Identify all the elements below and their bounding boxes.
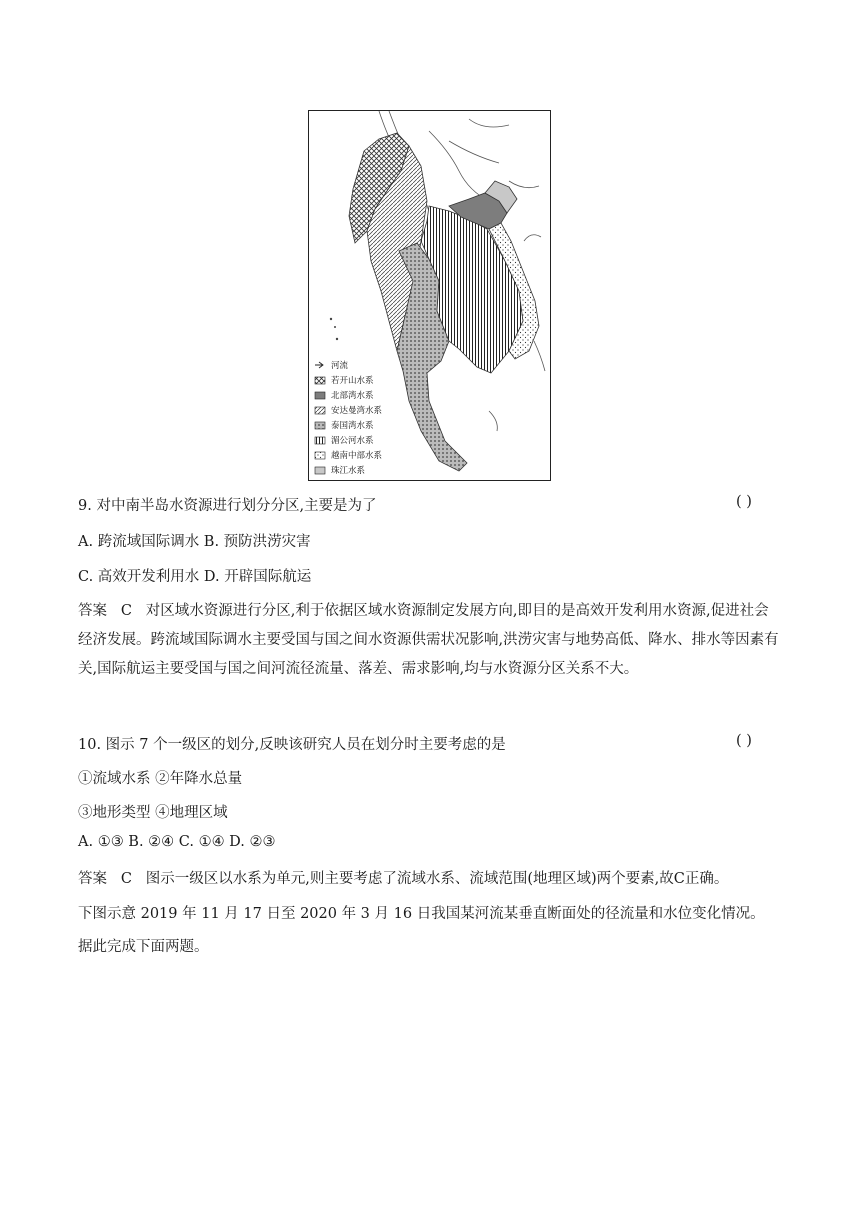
q9-stem: 9. 对中南半岛水资源进行划分分区,主要是为了 bbox=[78, 498, 377, 514]
q9-answer-paren: ( ) bbox=[736, 494, 752, 510]
map-legend bbox=[315, 360, 383, 476]
legend-label: 若开山水系 bbox=[331, 376, 374, 386]
q10-stem: 10. 图示 7 个一级区的划分,反映该研究人员在划分时主要考虑的是 bbox=[78, 737, 506, 753]
legend-river-icon bbox=[315, 362, 323, 368]
answer-explanation: 对区域水资源进行分区,利于依据区域水资源制定发展方向,即目的是高效开发利用水资源,促进社会经济发展。跨流域国际调水主要受国与国之间水资源供需状况影响,洪涝灾害与地势高低、降水、排水等因素有关,国际航运主要受国与国之间河流径流量、落差、需求影响,均与水资源分区关系不大。 bbox=[78, 603, 779, 677]
q9-answer-block bbox=[78, 597, 782, 684]
legend-label: 珠江水系 bbox=[331, 466, 366, 476]
legend-label: 安达曼湾水系 bbox=[331, 406, 383, 416]
river-line bbox=[449, 141, 499, 163]
next-intro-line1: 下图示意 2019 年 11 月 17 日至 2020 年 3 月 16 日我国某河流某垂直断面处的径流量和水位变化情况。 bbox=[78, 906, 765, 922]
map-svg bbox=[309, 111, 550, 480]
indochina-water-map bbox=[308, 110, 551, 481]
legend-swatch bbox=[315, 422, 325, 429]
coast-line bbox=[534, 341, 545, 371]
legend-swatch bbox=[315, 392, 325, 399]
coast-line bbox=[524, 235, 541, 241]
legend-label: 泰国湾水系 bbox=[331, 421, 374, 431]
island-dot bbox=[334, 326, 336, 328]
legend-swatch bbox=[315, 452, 325, 459]
legend-swatch bbox=[315, 437, 325, 444]
next-intro-line2: 据此完成下面两题。 bbox=[78, 939, 209, 955]
coast-line bbox=[489, 411, 497, 431]
river-line bbox=[509, 181, 539, 188]
river-line bbox=[469, 119, 509, 127]
legend-label: 河流 bbox=[331, 361, 349, 371]
answer-letter: C bbox=[120, 871, 132, 887]
q10-items-12: ①流域水系 ②年降水总量 bbox=[78, 771, 243, 787]
q9-options-cd: C. 高效开发利用水 D. 开辟国际航运 bbox=[78, 569, 312, 585]
answer-label: 答案 bbox=[78, 603, 107, 619]
legend-label: 北部湾水系 bbox=[331, 391, 374, 401]
answer-letter: C bbox=[120, 603, 132, 619]
q10-options: A. ①③ B. ②④ C. ①④ D. ②③ bbox=[78, 834, 276, 850]
answer-label: 答案 bbox=[78, 871, 107, 887]
island-dot bbox=[336, 338, 338, 340]
island-dot bbox=[330, 318, 332, 320]
answer-explanation: 图示一级区以水系为单元,则主要考虑了流域水系、流域范围(地理区域)两个要素,故C正确。 bbox=[145, 871, 729, 887]
q10-answer-block bbox=[78, 867, 728, 888]
legend-swatch bbox=[315, 467, 325, 474]
legend-swatch bbox=[315, 407, 325, 414]
legend-swatch bbox=[315, 377, 325, 384]
q10-items-34: ③地形类型 ④地理区域 bbox=[78, 805, 228, 821]
legend-label: 湄公河水系 bbox=[331, 436, 374, 446]
q9-options-ab: A. 跨流域国际调水 B. 预防洪涝灾害 bbox=[78, 534, 311, 550]
river-line bbox=[429, 131, 489, 201]
q10-answer-paren: ( ) bbox=[736, 733, 752, 749]
legend-label: 越南中部水系 bbox=[331, 451, 383, 461]
